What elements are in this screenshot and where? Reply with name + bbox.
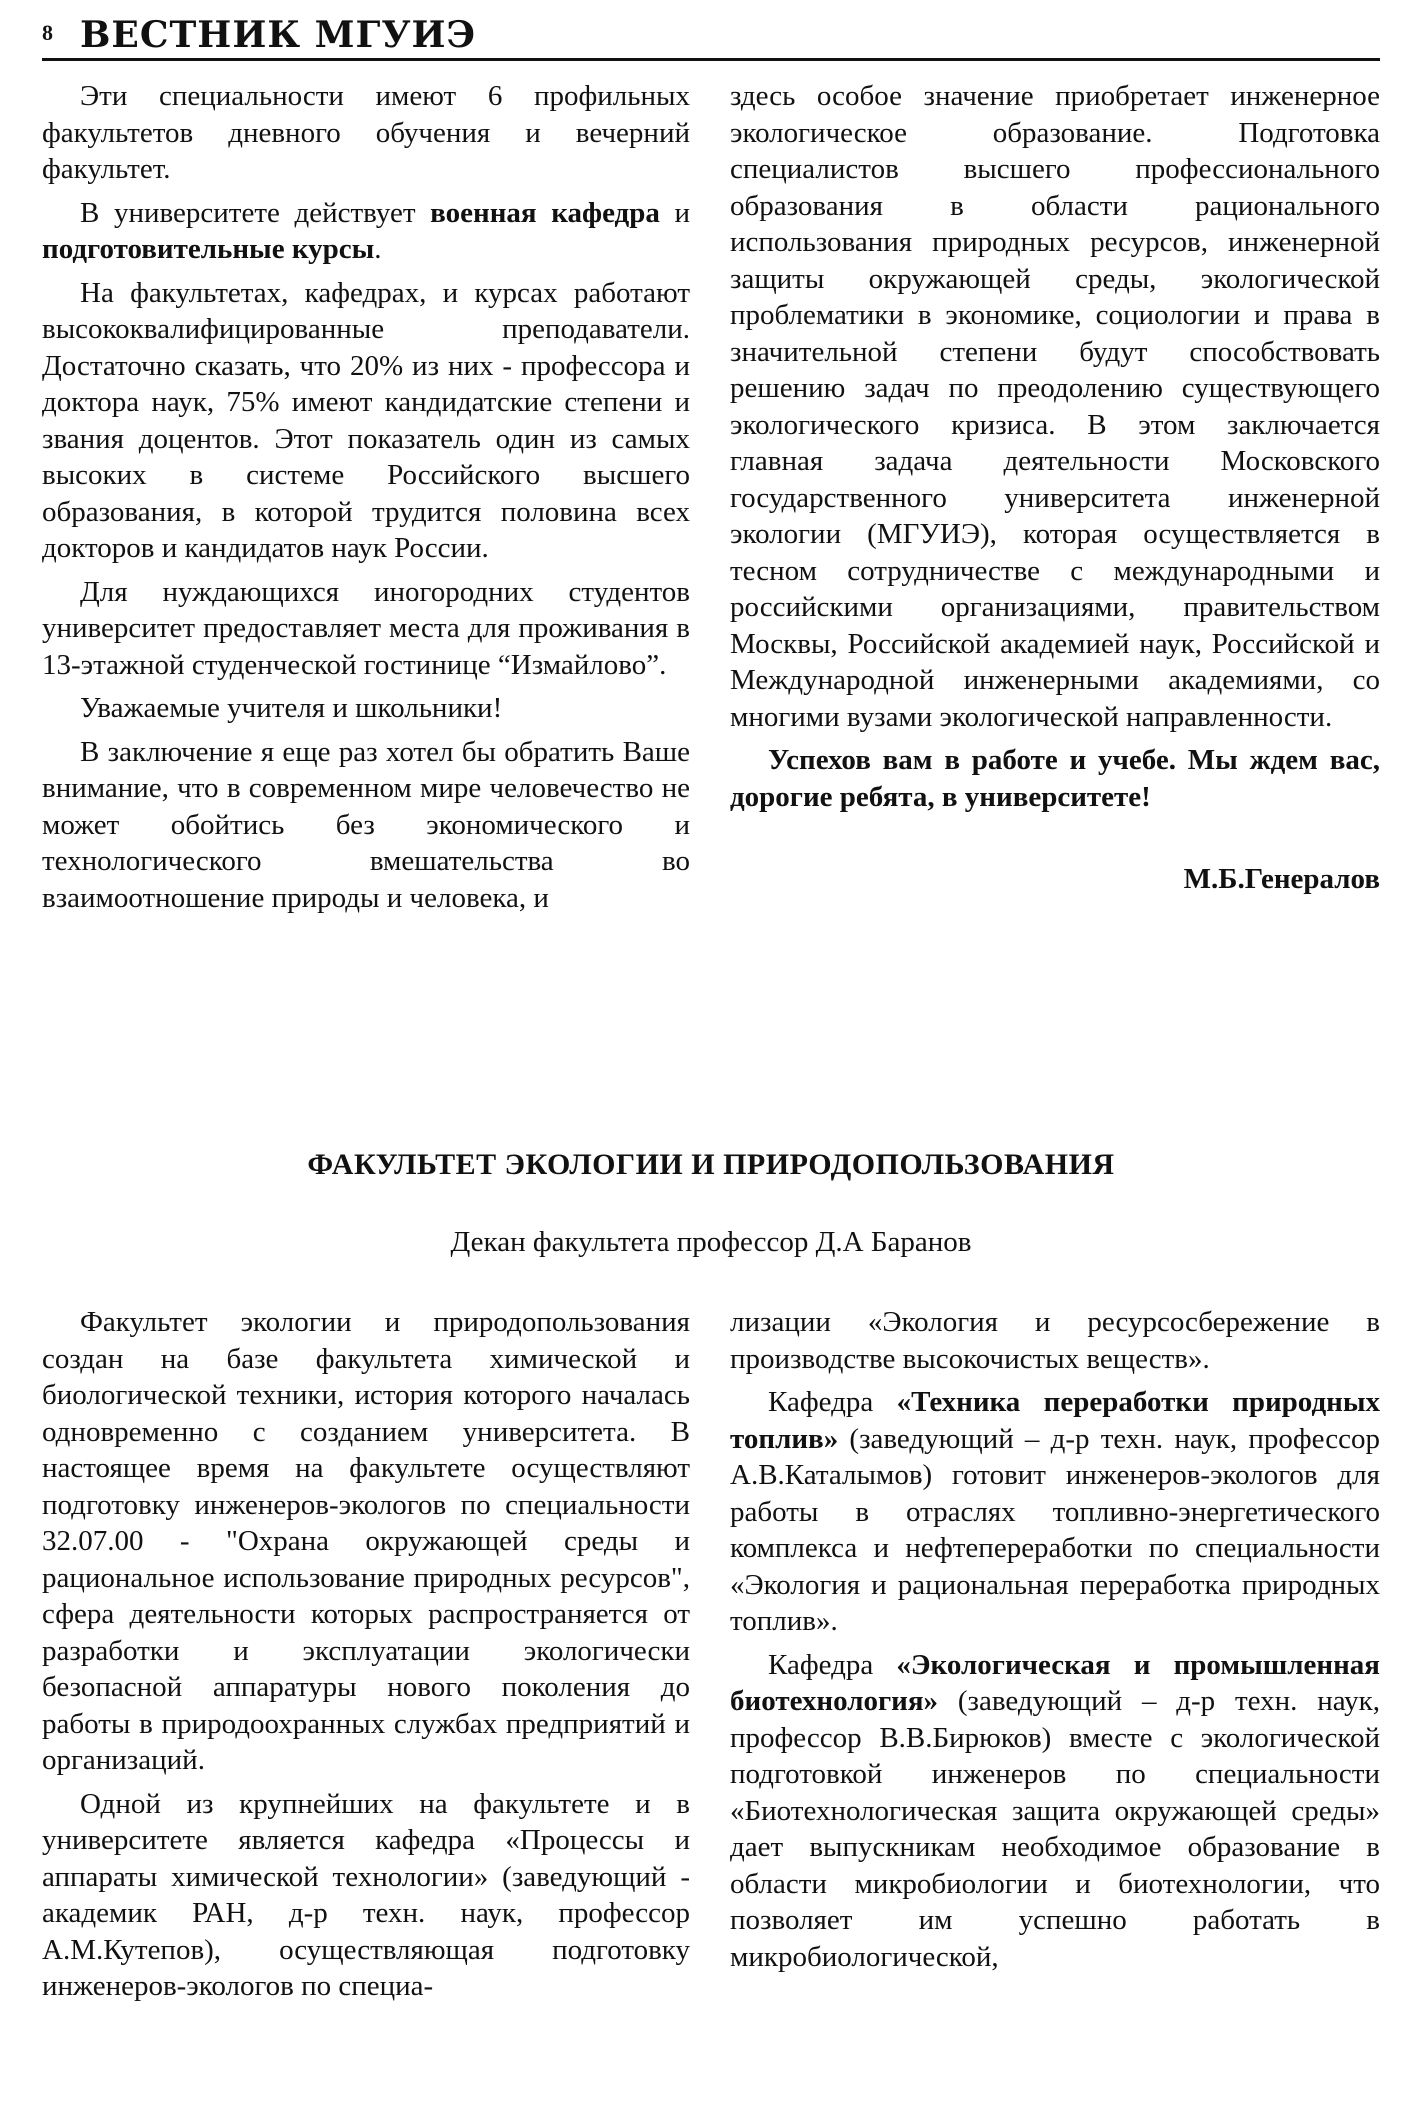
paragraph: Уважаемые учителя и школьники! bbox=[80, 692, 503, 724]
bold-text: «Техника переработки природных топлив» bbox=[730, 1386, 1380, 1455]
section-title: ФАКУЛЬТЕТ ЭКОЛОГИИ И ПРИРОДОПОЛЬЗОВАНИЯ bbox=[307, 1148, 1115, 1181]
paragraph: лизации «Экология и ресурсосбережение в производстве высокочистых веществ». bbox=[730, 1306, 1380, 1375]
paragraph: здесь особое значение приобретает инженерное экологическое образование. Подготовка специалистов высшего профессионального образования в области рационального использования природных ресурсов, инженерной защиты окружающей среды, экологической проблематики в экономике, социологии и права в значительной степени будут способствовать решению задач по преодолению существующего экологического кризиса. В этом заключается главная задача деятельности Московского государственного университета инженерной экологии (МГУИЭ), которая осуществляется в тесном сотрудничестве с международными и российскими организациями, правительством Москвы, Российской академией наук, Российской и Международной инженерными академиями, со многими вузами экологической направленности. bbox=[730, 80, 1380, 733]
closing-text: Успехов вам в работе и учебе. Мы ждем вас, дорогие ребята, в университете! bbox=[730, 744, 1380, 813]
bold-text: подготовительные курсы bbox=[42, 233, 375, 265]
top-right-column bbox=[730, 78, 1380, 905]
paragraph: Для нуждающихся иногородних студентов университет предоставляет места для проживания в 13-этажной студенческой гостинице “Измайлово”. bbox=[42, 575, 690, 681]
section-subtitle: Декан факультета профессор Д.А Баранов bbox=[450, 1226, 972, 1258]
bottom-right-column bbox=[730, 1304, 1380, 1982]
journal-title: ВЕСТНИК МГУИЭ bbox=[80, 14, 477, 56]
paragraph: Факультет экологии и природопользования создан на базе факультета химической и биологической техники, история которого началась одновременно с созданием университета. В настоящее время на факультете осуществляют подготовку инженеров-экологов по специальности 32.07.00 - "Охрана окружающей среды и рациональное использование природных ресурсов", сфера деятельности которых распространяется от разработки и эксплуатации экологически безопасной аппаратуры нового поколения до работы в природоохранных службах предприятий и организаций. bbox=[42, 1306, 690, 1776]
paragraph: Одной из крупнейших на факультете и в университете является кафедра «Процессы и аппараты химической технологии» (заведующий - академик РАН, д-р техн. наук, профессор А.М.Кутепов), осуществляющая подготовку инженеров-экологов по специа- bbox=[42, 1787, 690, 2002]
page-header bbox=[42, 14, 1380, 61]
paragraph: Кафедра «Техника переработки природных топлив» (заведующий – д-р техн. наук, профессор А.В.Каталымов) готовит инженеров-экологов для работы в отраслях топливно-энергетического комплекса и нефтепереработки по специальности «Экология и рациональная переработка природных топлив». bbox=[730, 1386, 1380, 1637]
paragraph: В университете действует военная кафедра и подготовительные курсы. bbox=[42, 196, 690, 265]
bold-text: «Экологическая и промышленная биотехнология» bbox=[730, 1648, 1380, 1717]
bold-text: военная кафедра bbox=[430, 196, 660, 229]
paragraph: Кафедра «Экологическая и промышленная биотехнология» (заведующий – д-р техн. наук, профессор В.В.Бирюков) вместе с экологической подготовкой инженеров по специальности «Биотехнологическая защита окружающей среды» дает выпускникам необходимое образование в области микробиологии и биотехнологии, что позволяет им успешно работать в микробиологической, bbox=[730, 1648, 1380, 1973]
bottom-left-column bbox=[42, 1304, 690, 2012]
paragraph: В заключение я еще раз хотел бы обратить Ваше внимание, что в современном мире человечество не может обойтись без экономического и технологического вмешательства во взаимоотношение природы и человека, и bbox=[42, 735, 690, 914]
paragraph: Эти специальности имеют 6 профильных факультетов дневного обучения и вечерний факультет. bbox=[42, 80, 690, 185]
page-number: 8 bbox=[42, 20, 53, 45]
signature: М.Б.Генералов bbox=[1183, 863, 1380, 895]
top-left-column bbox=[42, 78, 690, 923]
paragraph: На факультетах, кафедрах, и курсах работают высококвалифицированные преподаватели. Достаточно сказать, что 20% из них - профессора и доктора наук, 75% имеют кандидатские степени и звания доцентов. Этот показатель один из самых высоких в системе Российского высшего образования, в которой трудится половина всех докторов и кандидатов наук России. bbox=[42, 276, 690, 564]
